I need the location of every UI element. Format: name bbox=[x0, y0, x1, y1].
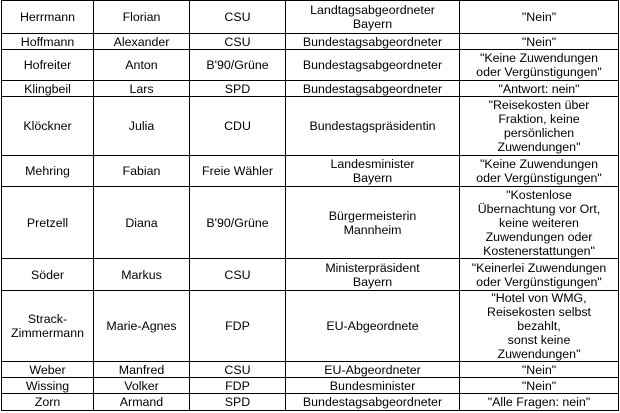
cell-partei: SPD bbox=[190, 81, 286, 97]
cell-amt: Ministerpräsident Bayern bbox=[286, 259, 460, 291]
cell-partei: CSU bbox=[190, 362, 286, 378]
cell-amt: Bundestagsabgeordneter bbox=[286, 394, 460, 411]
table-row bbox=[2, 34, 619, 50]
cell-partei: FDP bbox=[190, 378, 286, 394]
cell-partei: B'90/Grüne bbox=[190, 187, 286, 259]
cell-partei: CSU bbox=[190, 259, 286, 291]
cell-antwort: "Alle Fragen: nein" bbox=[460, 394, 619, 411]
cell-antwort: "Keinerlei Zuwendungen oder Vergünstigungen" bbox=[460, 259, 619, 291]
table-row bbox=[2, 259, 619, 291]
cell-nachname: Herrmann bbox=[2, 1, 94, 34]
table-row bbox=[2, 50, 619, 81]
cell-vorname: Alexander bbox=[94, 34, 190, 50]
cell-antwort: "Keine Zuwendungen oder Vergünstigungen" bbox=[460, 50, 619, 81]
cell-partei: Freie Wähler bbox=[190, 156, 286, 187]
cell-amt: Bundesminister bbox=[286, 378, 460, 394]
cell-partei: B'90/Grüne bbox=[190, 50, 286, 81]
cell-amt: Bundestagsabgeordneter bbox=[286, 50, 460, 81]
cell-antwort: "Nein" bbox=[460, 1, 619, 34]
cell-nachname: Hoffmann bbox=[2, 34, 94, 50]
cell-partei: SPD bbox=[190, 394, 286, 411]
cell-antwort: "Nein" bbox=[460, 362, 619, 378]
cell-amt: Bürgermeisterin Mannheim bbox=[286, 187, 460, 259]
table-row bbox=[2, 394, 619, 411]
cell-amt: EU-Abgeordneter bbox=[286, 362, 460, 378]
cell-nachname: Weber bbox=[2, 362, 94, 378]
cell-amt: EU-Abgeordnete bbox=[286, 291, 460, 362]
cell-amt: Bundestagspräsidentin bbox=[286, 97, 460, 156]
cell-nachname: Klöckner bbox=[2, 97, 94, 156]
cell-amt: Bundestagsabgeordneter bbox=[286, 34, 460, 50]
cell-nachname: Hofreiter bbox=[2, 50, 94, 81]
table-row bbox=[2, 1, 619, 34]
table-row bbox=[2, 97, 619, 156]
cell-antwort: "Keine Zuwendungen oder Vergünstigungen" bbox=[460, 156, 619, 187]
cell-antwort: "Hotel von WMG, Reisekosten selbst bezahlt, sonst keine Zuwendungen" bbox=[460, 291, 619, 362]
cell-amt: Bundestagsabgeordneter bbox=[286, 81, 460, 97]
cell-partei: FDP bbox=[190, 291, 286, 362]
cell-amt: Landesminister Bayern bbox=[286, 156, 460, 187]
politicians-table-frame bbox=[1, 0, 618, 411]
cell-vorname: Markus bbox=[94, 259, 190, 291]
cell-nachname: Mehring bbox=[2, 156, 94, 187]
cell-antwort: "Antwort: nein" bbox=[460, 81, 619, 97]
table-row bbox=[2, 378, 619, 394]
cell-nachname: Strack- Zimmermann bbox=[2, 291, 94, 362]
cell-vorname: Diana bbox=[94, 187, 190, 259]
cell-antwort: "Nein" bbox=[460, 34, 619, 50]
cell-nachname: Söder bbox=[2, 259, 94, 291]
table-row bbox=[2, 362, 619, 378]
cell-partei: CDU bbox=[190, 97, 286, 156]
table-row bbox=[2, 81, 619, 97]
politicians-table bbox=[1, 0, 619, 411]
table-row bbox=[2, 156, 619, 187]
cell-nachname: Zorn bbox=[2, 394, 94, 411]
cell-vorname: Fabian bbox=[94, 156, 190, 187]
cell-amt: Landtagsabgeordneter Bayern bbox=[286, 1, 460, 34]
cell-vorname: Florian bbox=[94, 1, 190, 34]
cell-nachname: Wissing bbox=[2, 378, 94, 394]
cell-vorname: Anton bbox=[94, 50, 190, 81]
table-body bbox=[2, 1, 619, 411]
cell-vorname: Manfred bbox=[94, 362, 190, 378]
cell-vorname: Lars bbox=[94, 81, 190, 97]
cell-vorname: Marie-Agnes bbox=[94, 291, 190, 362]
cell-vorname: Julia bbox=[94, 97, 190, 156]
cell-partei: CSU bbox=[190, 1, 286, 34]
table-row bbox=[2, 291, 619, 362]
cell-vorname: Volker bbox=[94, 378, 190, 394]
cell-nachname: Pretzell bbox=[2, 187, 94, 259]
cell-antwort: "Nein" bbox=[460, 378, 619, 394]
cell-nachname: Klingbeil bbox=[2, 81, 94, 97]
cell-partei: CSU bbox=[190, 34, 286, 50]
cell-antwort: "Reisekosten über Fraktion, keine persönlichen Zuwendungen" bbox=[460, 97, 619, 156]
cell-vorname: Armand bbox=[94, 394, 190, 411]
cell-antwort: "Kostenlose Übernachtung vor Ort, keine weiteren Zuwendungen oder Kostenerstattungen" bbox=[460, 187, 619, 259]
table-row bbox=[2, 187, 619, 259]
